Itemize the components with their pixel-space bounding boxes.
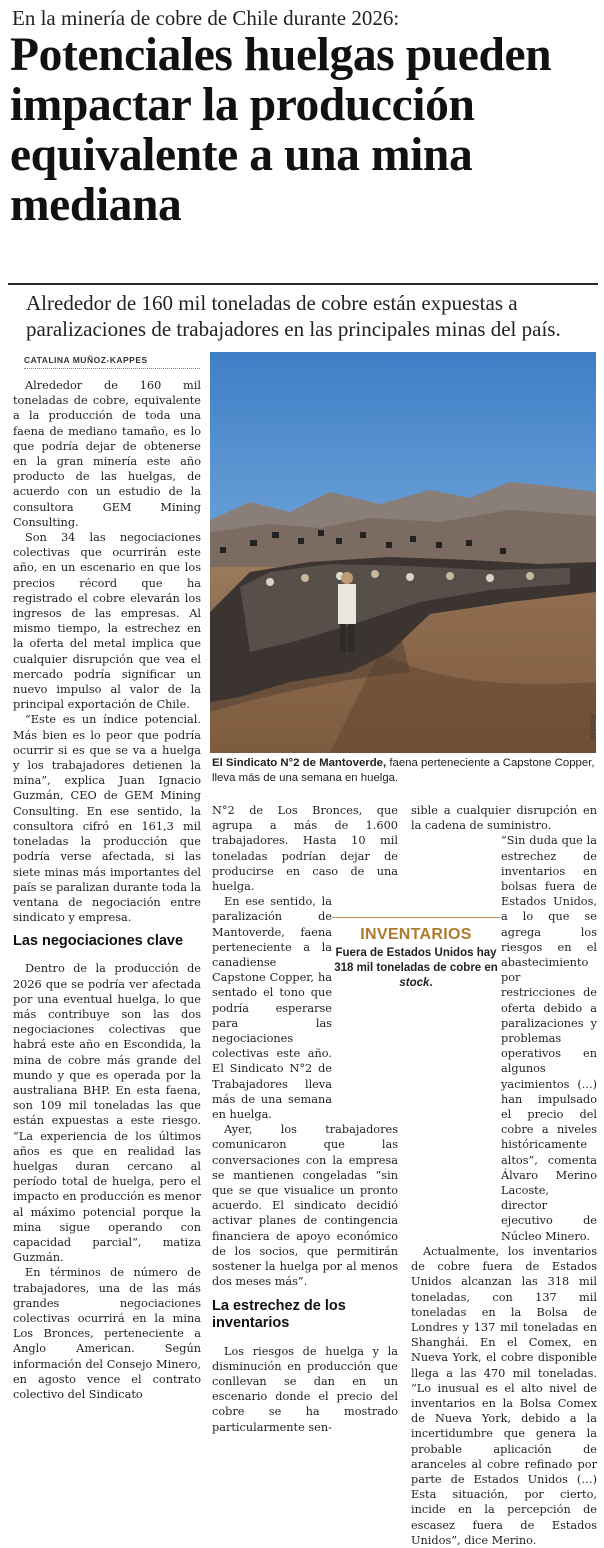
caption-text: faena perteneciente a Capstone Copper, lleva más de una semana en huelga.: [212, 757, 595, 784]
paragraph: “Sin duda que la estrechez de inventarios en bolsas fuera de Estados Unidos, a lo que se agrega los riesgos en el abastecimiento por restricciones de oferta debido a paralizaciones y problemas operativos en algunos yacimientos (...) han impulsado el precio del cobre a niveles históricamente altos”, comenta Álvaro Merino Lacoste, director ejecutivo de Núcleo Minero.: [501, 834, 597, 1243]
column-1: [13, 378, 201, 1402]
callout-text-end: .: [429, 977, 433, 989]
callout-text-main: Fuera de Estados Unidos hay 318 mil toneladas de cobre en: [334, 947, 498, 974]
byline-divider: [24, 368, 200, 369]
deck: Alrededor de 160 mil toneladas de cobre están expuestas a paralizaciones de trabajadores en las principales minas del país.: [26, 291, 561, 341]
paragraph: Alrededor de 160 mil toneladas de cobre, equivalente a la producción de toda una faena de mediano tamaño, es lo que podría dejar de obtenerse en la gran minería este año producto de las huelgas, de acuerdo con un estudio de la consultora GEM Mining Consulting.: [13, 379, 201, 529]
subheading-negociaciones: Las negociaciones clave: [13, 933, 184, 950]
inventory-callout-box: [332, 915, 500, 1003]
callout-text: [332, 946, 500, 991]
callout-title: INVENTARIOS: [360, 926, 472, 943]
paragraph: sible a cualquier disrupción en la cadena de suministro.: [411, 804, 597, 833]
paragraph: En términos de número de trabajadores, una de las más grandes negociaciones colectivas ocurrirá en la mina Los Bronces, perteneciente a Anglo American. Según información del Consejo Minero, en agosto vence el contrato colectivo del Sindicato: [13, 1266, 201, 1401]
paragraph: “Este es un índice potencial. Más bien es lo peor que podría ocurrir si es que se va a huelga y los trabajadores detienen la mina”, explica Juan Ignacio Guzmán, CEO de GEM Mining Consulting. En ese sentido, la consultora cifró en 161,3 mil toneladas la producción que podría verse afectada, si las siete minas más importantes del país se paralizan durante toda la ventana de negociación entre sindicato y empresa.: [13, 713, 201, 925]
paragraph: En ese sentido, la paralización de Mantoverde, faena perteneciente a la canadiense Capstone Copper, ha sentado el tono que podría esperarse para las negociaciones colectivas este año. El Sindicato N°2 de Trabajadores lleva más de una semana en huelga.: [212, 895, 332, 1122]
column-2: [212, 803, 398, 1435]
headline-divider: [8, 283, 598, 285]
kicker: En la minería de cobre de Chile durante 2026:: [12, 6, 400, 30]
paragraph: Son 34 las negociaciones colectivas que ocurrirán este año, en un escenario en que los precios récord que ha registrado el cobre elevarán los ingresos de las empresas. Al mismo tiempo, la estrechez en la oferta del metal implica que cualquier disrupción que vea el mercado podría significar un nuevo impulso al valor de la principal exportación de Chile.: [13, 531, 201, 712]
caption-bold: El Sindicato N°2 de Mantoverde,: [212, 757, 387, 769]
byline: CATALINA MUÑOZ-KAPPES: [24, 355, 148, 365]
paragraph: N°2 de Los Bronces, que agrupa a más de 1.600 trabajadores. Hasta 10 mil toneladas podrían dejar de producirse en caso de una huelga.: [212, 804, 398, 894]
photo-caption: [212, 756, 598, 786]
subheading-inventarios: La estrechez de los inventarios: [212, 1297, 346, 1331]
paragraph: Dentro de la producción de 2026 que se podría ver afectada por una eventual huelga, lo que más contribuye son las dos negociaciones colectivas que habrá este año en Escondida, la mina de cobre más grande del mundo y que es operada por la australiana BHP. En esta faena, son 109 mil toneladas las que están expuestas a este riesgo. “La experiencia de los últimos años es que en realidad las huelgas duran cercano al período total de huelga, pero el impacto en producción es menor al máximo potencial porque la mina sigue operando con capacidad parcial”, matiza Guzmán.: [13, 962, 201, 1265]
paragraph: Actualmente, los inventarios de cobre fuera de Estados Unidos alcanzan las 318 mil toneladas, con 137 mil toneladas en la Bolsa de Londres y 137 mil toneladas en Shanghái. En el Comex, en Nueva York, el cobre disponible llega a las 470 mil toneladas. “Lo inusual es el alto nivel de inventarios en la Bolsa Comex de Nueva York, debido a la incertidumbre que genera la probable aplicación de aranceles al cobre refinado por parte de Estados Unidos (…) Esta situación, por cierto, incide en la percepción de escasez fuera de Estados Unidos”, dice Merino.: [411, 1244, 597, 1547]
callout-text-italic: stock: [399, 977, 430, 989]
paragraph: Ayer, los trabajadores comunicaron que las conversaciones con la empresa se mantienen congeladas “sin que se que visualice un pronto acuerdo. El sindicato decidió activar planes de contingencia financiera de apoyo económico de los socios, que permitirán sostener la huelga por al menos dos meses más”.: [212, 1123, 398, 1289]
photo-credit: CEDIDA: [591, 714, 597, 740]
paragraph: Los riesgos de huelga y la disminución en producción que conllevan se dan en un escenario donde el precio del cobre se ha mostrado particularmente sen-: [212, 1344, 398, 1434]
callout-rule: [332, 917, 500, 918]
headline: Potenciales huelgas pueden impactar la producción equivalente a una mina mediana: [10, 29, 552, 231]
photo-strike-march: [210, 352, 596, 753]
